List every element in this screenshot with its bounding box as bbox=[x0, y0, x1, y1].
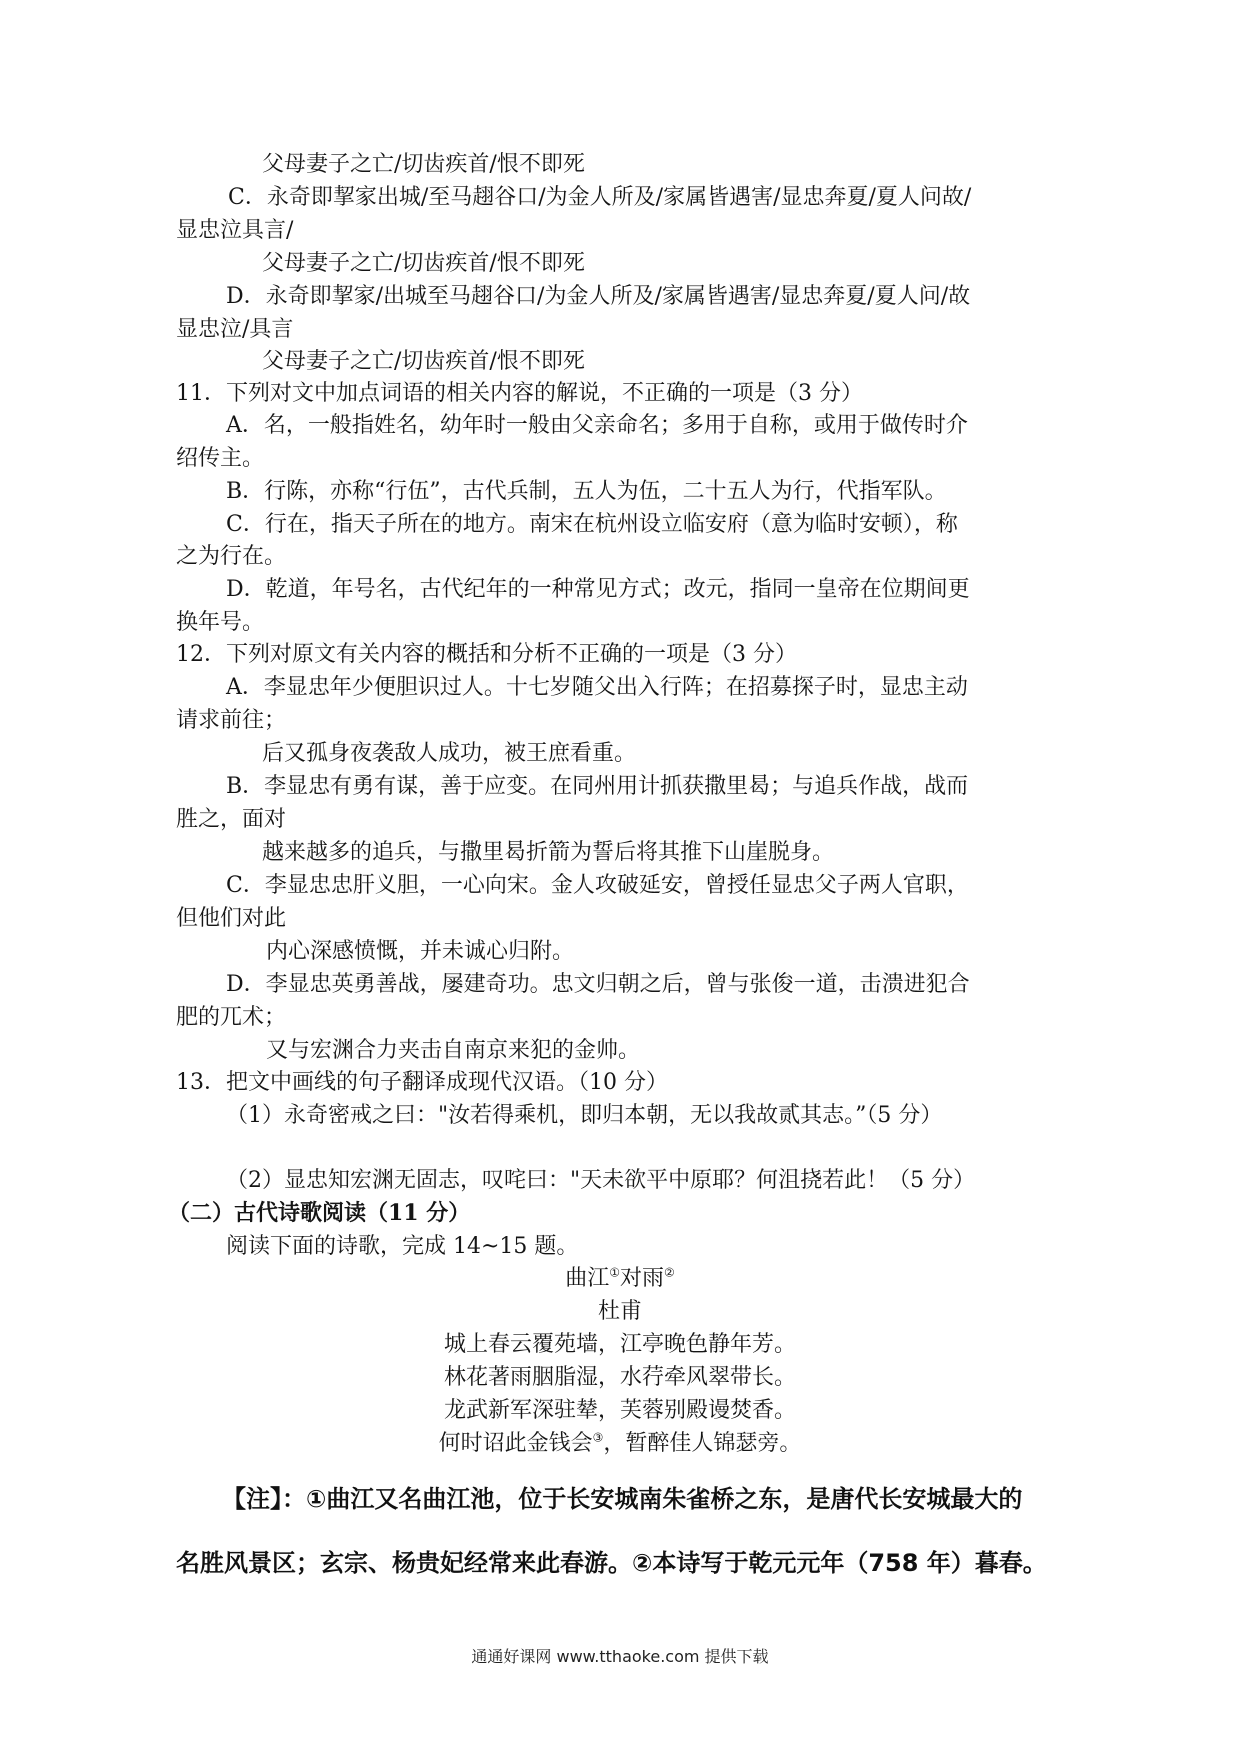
poem-title-part-2: 对雨 bbox=[620, 1266, 665, 1291]
poem-author: 杜甫 bbox=[597, 1299, 642, 1324]
poem-line-3: 龙武新军深驻辇，芙蓉别殿谩焚香。 bbox=[443, 1398, 796, 1423]
q12-option-d-line-1: D．李显忠英勇善战，屡建奇功。忠文归朝之后，曾与张俊一道，击溃进犯合 bbox=[226, 972, 970, 997]
q12-option-b-line-1: B．李显忠有勇有谋，善于应变。在同州用计抓获撒里曷；与追兵作战，战而 bbox=[226, 774, 969, 799]
q11-option-b: B．行陈，亦称“行伍”，古代兵制，五人为伍，二十五人为行，代指军队。 bbox=[226, 479, 947, 504]
q12-option-b-line-2: 胜之，面对 bbox=[176, 807, 287, 832]
footer-credit: 通通好课网 www.tthaoke.com 提供下载 bbox=[471, 1647, 769, 1666]
option-b-continuation: 父母妻子之亡/切齿疾首/恨不即死 bbox=[262, 152, 585, 177]
poem-title-part-1: 曲江 bbox=[565, 1266, 610, 1291]
note-line-2: 名胜风景区；玄宗、杨贵妃经常来此春游。②本诗写于乾元元年（758 年）暮春。 bbox=[176, 1549, 1047, 1577]
q12-option-c-line-2: 但他们对此 bbox=[176, 906, 287, 931]
q13-sentence-1: （1）永奇密戒之曰："汝若得乘机，即归本朝，无以我故贰其志。”（5 分） bbox=[226, 1103, 943, 1128]
option-d-line-3: 父母妻子之亡/切齿疾首/恨不即死 bbox=[262, 349, 585, 374]
question-11-stem: 11．下列对文中加点词语的相关内容的解说，不正确的一项是（3 分） bbox=[176, 381, 863, 406]
footnote-mark-1: ① bbox=[609, 1265, 620, 1280]
option-c-line-2: 显忠泣具言/ bbox=[176, 218, 294, 243]
q12-option-b-line-3: 越来越多的追兵，与撒里曷折箭为誓后将其推下山崖脱身。 bbox=[262, 840, 835, 865]
section-instructions: 阅读下面的诗歌，完成 14~15 题。 bbox=[226, 1234, 579, 1259]
footnote-mark-3: ③ bbox=[592, 1430, 604, 1445]
q12-option-c-line-3: 内心深感愤慨，并未诚心归附。 bbox=[266, 939, 575, 964]
q12-option-a-line-2: 请求前往； bbox=[176, 708, 287, 733]
q11-option-c-line-1: C．行在，指天子所在的地方。南宋在杭州设立临安府（意为临时安顿），称 bbox=[226, 512, 958, 537]
q13-sentence-2: （2）显忠知宏渊无固志，叹咤曰："天未欲平中原耶？何沮挠若此！（5 分） bbox=[226, 1168, 976, 1193]
section-heading: （二）古代诗歌阅读（11 分） bbox=[168, 1200, 471, 1226]
option-c-line-3: 父母妻子之亡/切齿疾首/恨不即死 bbox=[262, 251, 585, 276]
poem-line-2: 林花著雨胭脂湿，水荇牵风翠带长。 bbox=[443, 1365, 796, 1390]
q11-option-c-line-2: 之为行在。 bbox=[176, 544, 287, 569]
poem-title bbox=[0, 1262, 1240, 1296]
question-13-stem: 13．把文中画线的句子翻译成现代汉语。（10 分） bbox=[176, 1070, 668, 1095]
option-c-line-1: C．永奇即挈家出城/至马趐谷口/为金人所及/家属皆遇害/显忠奔夏/夏人问故/ bbox=[228, 185, 972, 210]
q12-option-a-line-3: 后又孤身夜袭敌人成功，被王庶看重。 bbox=[262, 741, 637, 766]
question-12-stem: 12．下列对原文有关内容的概括和分析不正确的一项是（3 分） bbox=[176, 642, 797, 667]
option-d-line-2: 显忠泣/具言 bbox=[176, 317, 294, 342]
footnote-mark-2: ② bbox=[664, 1265, 675, 1280]
poem-line-1: 城上春云覆苑墙，江亭晚色静年芳。 bbox=[443, 1332, 796, 1357]
note-line-1: 【注】：①曲江又名曲江池，位于长安城南朱雀桥之东，是唐代长安城最大的 bbox=[222, 1485, 1023, 1513]
option-d-line-1: D．永奇即挈家/出城至马趐谷口/为金人所及/家属皆遇害/显忠奔夏/夏人问/故 bbox=[226, 284, 971, 309]
q12-option-a-line-1: A．李显忠年少便胆识过人。十七岁随父出入行阵；在招募探子时，显忠主动 bbox=[226, 675, 968, 700]
q11-option-d-line-1: D．乾道，年号名，古代纪年的一种常见方式；改元，指同一皇帝在位期间更 bbox=[226, 577, 970, 602]
poem-line-4-part-2: ，暂醉佳人锦瑟旁。 bbox=[603, 1431, 802, 1456]
q12-option-c-line-1: C．李显忠忠肝义胆，一心向宋。金人攻破延安，曾授任显忠父子两人官职， bbox=[226, 873, 969, 898]
q12-option-d-line-2: 肥的兀术； bbox=[176, 1005, 287, 1030]
q12-option-d-line-3: 又与宏渊合力夹击自南京来犯的金帅。 bbox=[266, 1038, 641, 1063]
poem-line-4 bbox=[0, 1427, 1240, 1461]
q11-option-d-line-2: 换年号。 bbox=[176, 610, 265, 635]
poem-line-4-part-1: 何时诏此金钱会 bbox=[438, 1431, 593, 1456]
q11-option-a-line-2: 绍传主。 bbox=[176, 446, 265, 471]
q11-option-a-line-1: A．名，一般指姓名，幼年时一般由父亲命名；多用于自称，或用于做传时介 bbox=[226, 413, 968, 438]
